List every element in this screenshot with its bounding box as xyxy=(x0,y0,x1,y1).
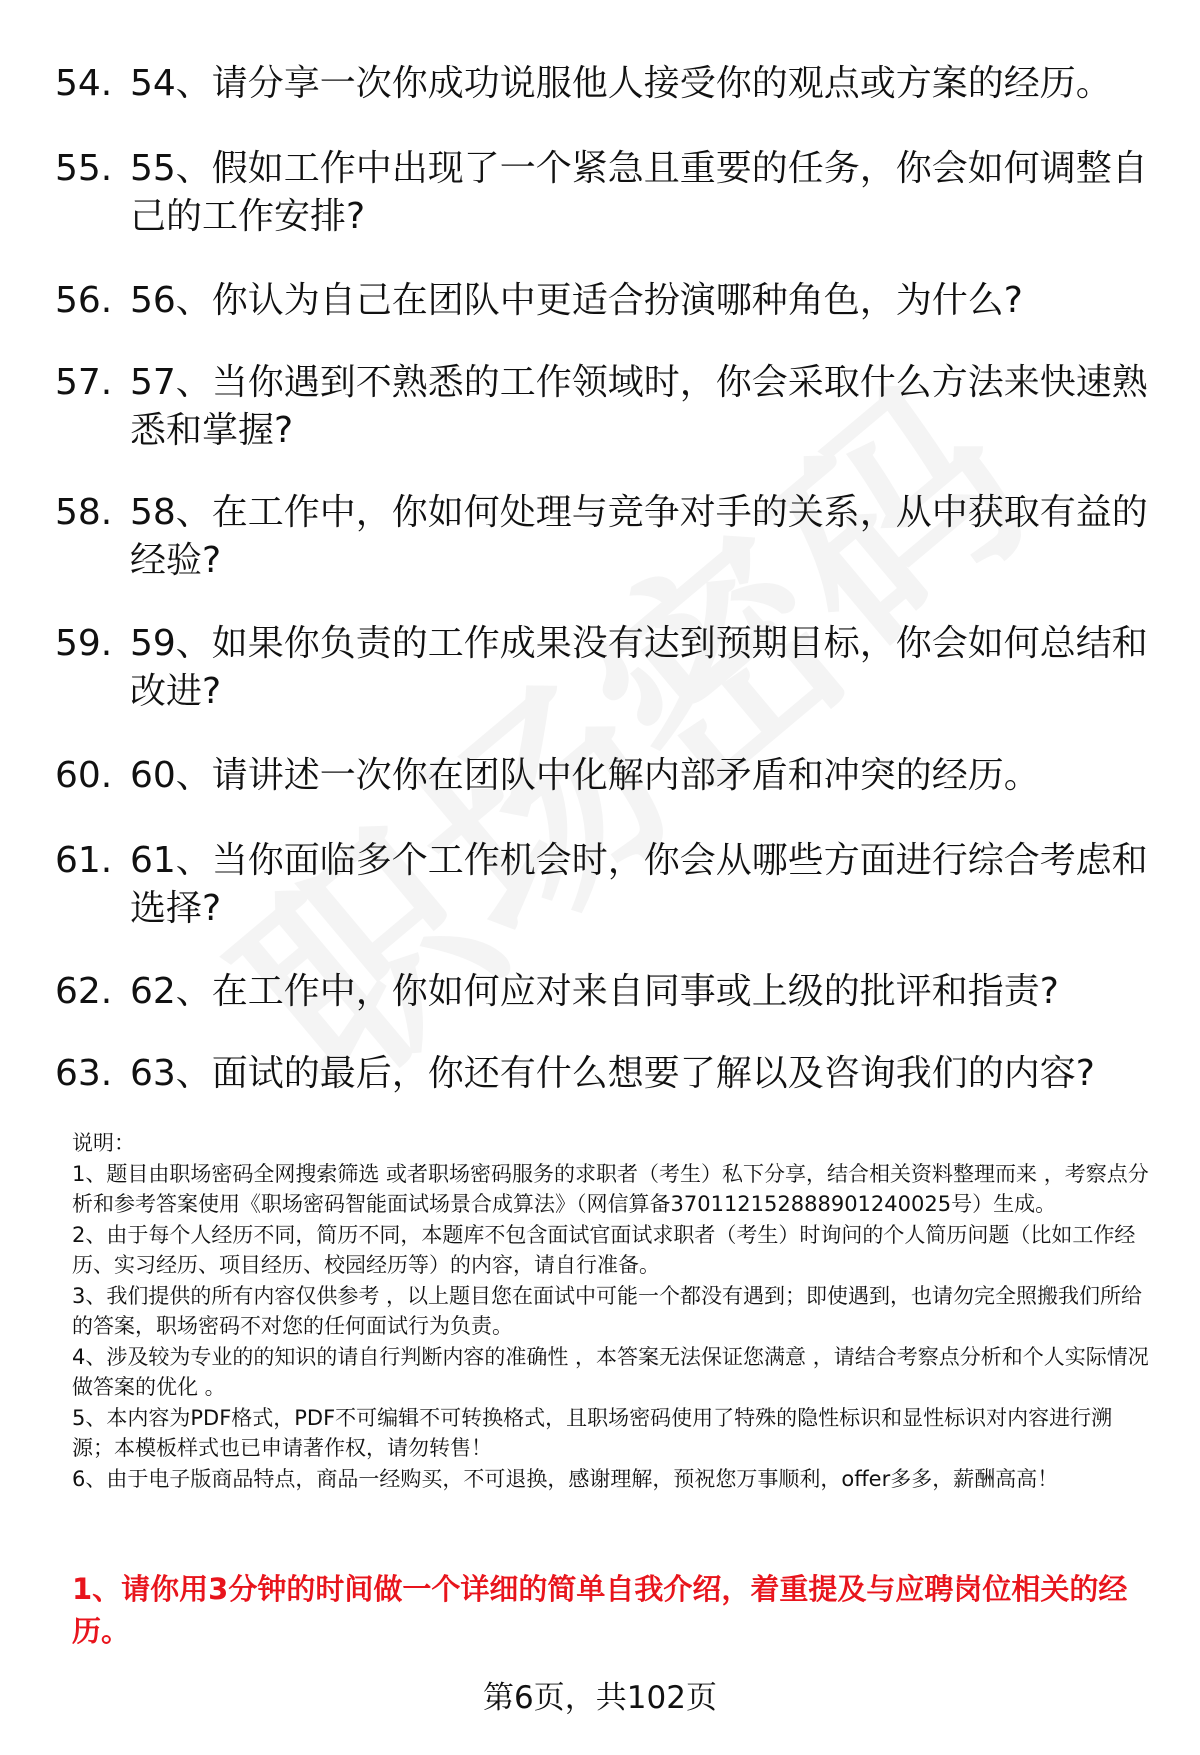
question-number: 58. xyxy=(55,492,113,533)
question-number: 63. xyxy=(55,1053,113,1094)
note-item: 2、由于每个人经历不同，简历不同，本题库不包含面试官面试求职者（考生）时询问的个人简历问题（比如工作经历、实习经历、项目经历、校园经历等）的内容，请自行准备。 xyxy=(72,1222,1136,1277)
question-number: 56. xyxy=(55,280,113,321)
question-text: 56、你认为自己在团队中更适合扮演哪种角色，为什么? xyxy=(130,280,1023,321)
question-text: 57、当你遇到不熟悉的工作领域时，你会采取什么方法来快速熟悉和掌握? xyxy=(130,362,1148,451)
question-text: 61、当你面临多个工作机会时，你会从哪些方面进行综合考虑和选择? xyxy=(130,840,1148,929)
question-text: 55、假如工作中出现了一个紧急且重要的任务，你会如何调整自己的工作安排? xyxy=(130,148,1148,237)
question-number: 61. xyxy=(55,840,113,881)
question-text: 58、在工作中，你如何处理与竞争对手的关系，从中获取有益的经验? xyxy=(130,492,1148,581)
question-text: 54、请分享一次你成功说服他人接受你的观点或方案的经历。 xyxy=(130,63,1112,104)
note-item: 6、由于电子版商品特点，商品一经购买，不可退换，感谢理解，预祝您万事顺利，offer多多，薪酬高高！ xyxy=(72,1466,1059,1491)
note-item: 1、题目由职场密码全网搜索筛选 或者职场密码服务的求职者（考生）私下分享，结合相关资料整理而来 ，考察点分析和参考答案使用《职场密码智能面试场景合成算法》（网信算备370112152888901240025号）生成。 xyxy=(72,1161,1149,1216)
note-item: 3、我们提供的所有内容仅供参考 ，以上题目您在面试中可能一个都没有遇到；即使遇到，也请勿完全照搬我们所给的答案，职场密码不对您的任何面试行为负责。 xyxy=(72,1283,1143,1338)
question-text: 62、在工作中，你如何应对来自同事或上级的批评和指责? xyxy=(130,971,1059,1012)
question-number: 60. xyxy=(55,755,113,796)
question-text: 60、请讲述一次你在团队中化解内部矛盾和冲突的经历。 xyxy=(130,755,1040,796)
question-number: 59. xyxy=(55,623,113,664)
notes-title: 说明： xyxy=(72,1131,135,1155)
note-item: 5、本内容为PDF格式，PDF不可编辑不可转换格式，且职场密码使用了特殊的隐性标识和显性标识对内容进行溯源；本模板样式也已申请著作权，请勿转售！ xyxy=(72,1405,1113,1460)
question-number: 55. xyxy=(55,148,113,189)
question-number: 62. xyxy=(55,971,113,1012)
question-text: 63、面试的最后，你还有什么想要了解以及咨询我们的内容? xyxy=(130,1053,1095,1094)
page-number: 第6页，共102页 xyxy=(483,1680,717,1716)
notes-section xyxy=(72,1128,1154,1494)
question-text: 59、如果你负责的工作成果没有达到预期目标，你会如何总结和改进? xyxy=(130,623,1148,712)
question-number: 54. xyxy=(55,63,113,104)
highlight-question: 1、请你用3分钟的时间做一个详细的简单自我介绍，着重提及与应聘岗位相关的经历。 xyxy=(72,1572,1128,1648)
question-number: 57. xyxy=(55,362,113,403)
note-item: 4、涉及较为专业的的知识的请自行判断内容的准确性 ，本答案无法保证您满意 ，请结合考察点分析和个人实际情况做答案的优化 。 xyxy=(72,1344,1149,1399)
